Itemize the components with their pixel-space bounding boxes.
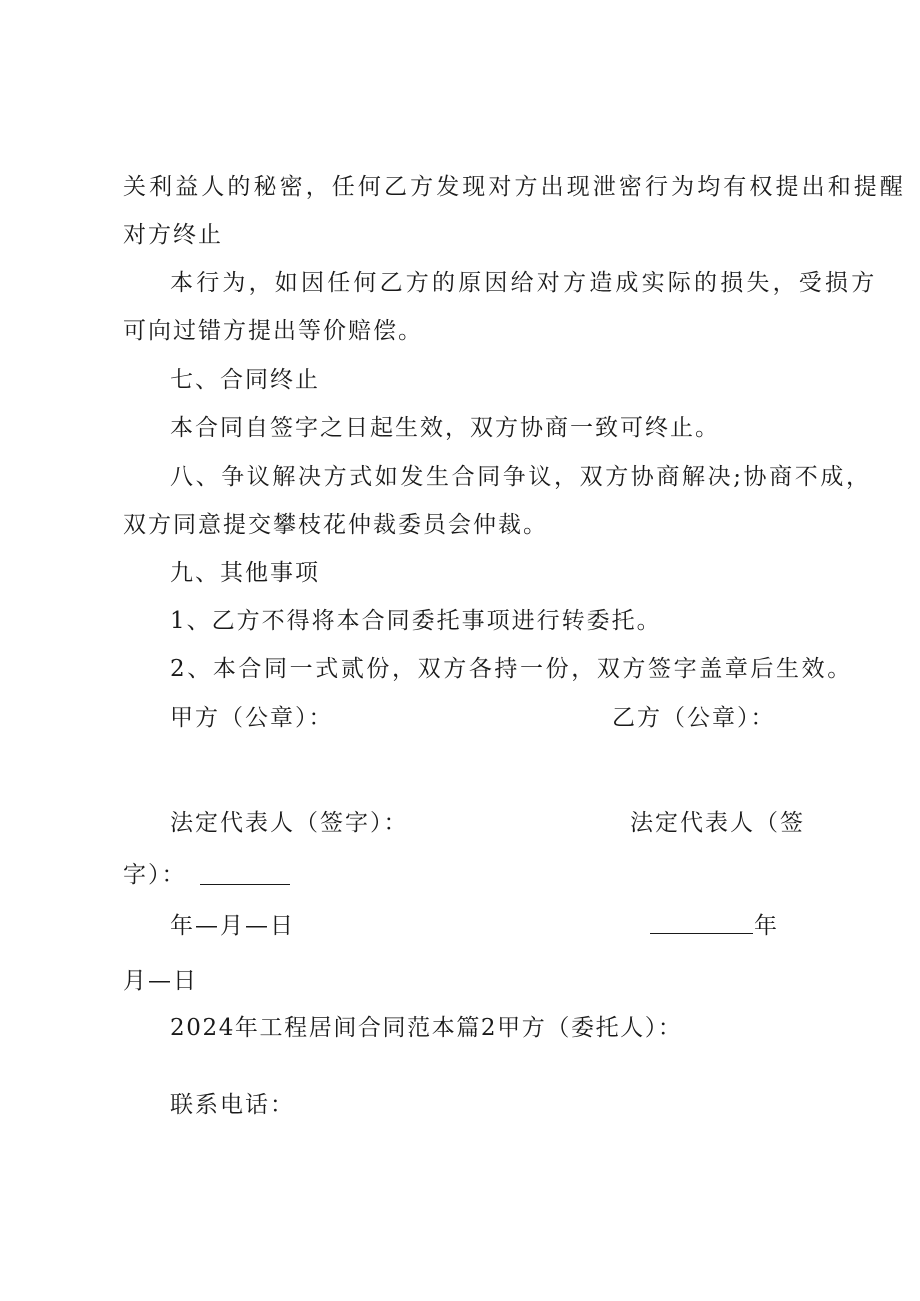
- party-a-date-label: 年—月—日: [170, 913, 295, 939]
- signature-blank-line: [200, 884, 290, 885]
- party-b-representative-label: 法定代表人（签: [630, 810, 805, 836]
- paragraph-line-effective: 本合同自签字之日起生效，双方协商一致可终止。: [170, 415, 720, 441]
- paragraph-line-confidentiality: 关利益人的秘密，任何乙方发现对方出现泄密行为均有权提出和提醒: [123, 174, 906, 200]
- clause-item-1: 1、乙方不得将本合同委托事项进行转委托。: [170, 608, 662, 634]
- party-a-representative-label: 法定代表人（签字）：: [170, 810, 409, 836]
- party-b-seal-label: 乙方（公章）：: [612, 705, 776, 731]
- section-heading-other: 九、其他事项: [170, 560, 320, 586]
- section-heading-termination: 七、合同终止: [170, 367, 320, 393]
- paragraph-line-arbitration: 双方同意提交攀枝花仲裁委员会仲裁。: [123, 512, 548, 538]
- paragraph-line-terminate: 对方终止: [123, 222, 223, 248]
- paragraph-line-compensation: 可向过错方提出等价赔偿。: [123, 318, 423, 344]
- clause-item-2: 2、本合同一式贰份，双方各持一份，双方签字盖章后生效。: [170, 656, 853, 682]
- date-blank-line: [650, 933, 753, 934]
- party-b-date-month-day: 月—日: [123, 968, 198, 994]
- section-heading-dispute: 八、争议解决方式如发生合同争议，双方协商解决;协商不成，: [170, 464, 872, 490]
- party-b-representative-label-cont: 字）：: [123, 862, 187, 888]
- party-b-date-year: 年: [754, 913, 779, 939]
- contract-title-part2: 2024年工程居间合同范本篇2甲方（委托人）：: [170, 1015, 683, 1041]
- paragraph-line-loss: 本行为，如因任何乙方的原因给对方造成实际的损失，受损方: [170, 270, 878, 296]
- contact-phone-label: 联系电话：: [170, 1092, 295, 1118]
- party-a-seal-label: 甲方（公章）：: [170, 705, 334, 731]
